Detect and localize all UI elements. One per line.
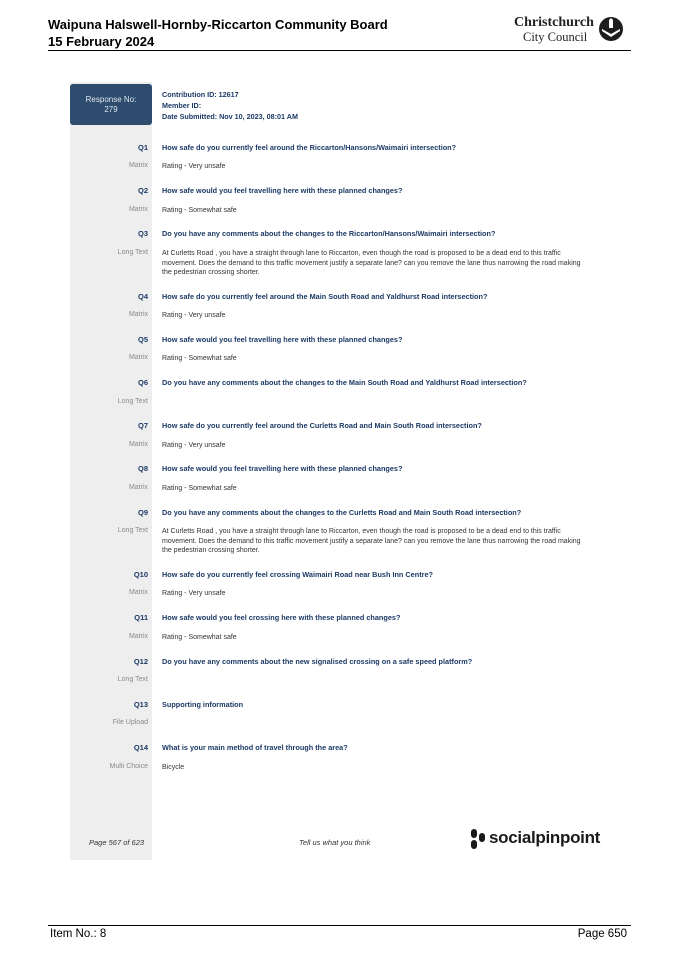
question-number: Q5 xyxy=(137,335,148,344)
question-answer: Rating - Very unsafe xyxy=(162,590,226,597)
question-text: How safe would you feel travelling here with these planned changes? xyxy=(162,464,403,473)
question-type: Matrix xyxy=(128,311,148,318)
question-answer: Rating - Somewhat safe xyxy=(162,485,237,492)
question-answer: Rating - Somewhat safe xyxy=(162,207,237,214)
question-number: Q12 xyxy=(133,657,148,666)
question-number: Q2 xyxy=(137,186,148,195)
question-type: Long Text xyxy=(117,527,148,534)
question-number: Q10 xyxy=(133,570,148,579)
member-id: Member ID: xyxy=(162,101,202,110)
question-number: Q13 xyxy=(133,700,148,709)
question-type: File Upload xyxy=(112,719,148,726)
question-number: Q7 xyxy=(137,421,148,430)
question-text: Do you have any comments about the changes to the Curletts Road and Main South Road intersection? xyxy=(162,508,522,517)
question-text: How safe do you currently feel around the Main South Road and Yaldhurst Road intersection? xyxy=(162,292,488,301)
question-text: How safe would you feel travelling here with these planned changes? xyxy=(162,186,403,195)
question-type: Matrix xyxy=(128,162,148,169)
question-number: Q1 xyxy=(137,143,148,152)
question-type: Multi Choice xyxy=(109,763,148,770)
question-text: Supporting information xyxy=(162,700,244,709)
question-text: Do you have any comments about the changes to the Riccarton/Hansons/Waimairi intersection? xyxy=(162,229,496,238)
council-logo xyxy=(510,14,628,46)
question-text: Do you have any comments about the changes to the Main South Road and Yaldhurst Road intersection? xyxy=(162,378,527,387)
question-answer: Rating - Very unsafe xyxy=(162,312,226,319)
question-type: Long Text xyxy=(117,249,148,256)
question-number: Q11 xyxy=(134,613,148,622)
question-text: How safe do you currently feel around the Riccarton/Hansons/Waimairi intersection? xyxy=(162,143,457,152)
question-type: Matrix xyxy=(128,354,148,361)
question-answer: Bicycle xyxy=(162,764,185,771)
question-answer: At Curletts Road , you have a straight through lane to Riccarton, even though the road is proposed to be a dead end to this traffic movement. Does the demand to this traffic movement justify a separate lane? can you remove the lane thus narrowing the road making the pedestrian crossing shorter. xyxy=(162,250,581,276)
question-number: Q14 xyxy=(133,743,148,752)
question-text: Do you have any comments about the new signalised crossing on a safe speed platform? xyxy=(162,657,473,666)
question-text: How safe would you feel crossing here with these planned changes? xyxy=(162,613,401,622)
question-type: Matrix xyxy=(128,589,148,596)
question-type: Matrix xyxy=(128,206,148,213)
question-number: Q3 xyxy=(137,229,148,238)
question-text: How safe do you currently feel around the Curletts Road and Main South Road intersection? xyxy=(162,421,482,430)
question-type: Matrix xyxy=(128,633,148,640)
question-number: Q8 xyxy=(137,464,148,473)
footer-divider xyxy=(48,925,631,926)
question-answer: At Curletts Road , you have a straight through lane to Riccarton, even though the road is proposed to be a dead end to this traffic movement. Does the demand to this traffic movement justify a separate lane? can you remove the lane thus narrowing the road making the pedestrian crossing shorter. xyxy=(162,528,581,554)
question-text: How safe would you feel travelling here with these planned changes? xyxy=(162,335,403,344)
page-number: Page 650 xyxy=(577,928,627,940)
contribution-id: Contribution ID: 12617 xyxy=(162,90,239,99)
response-badge-number: 279 xyxy=(104,105,118,114)
question-text: What is your main method of travel through the area? xyxy=(162,743,348,752)
question-number: Q6 xyxy=(137,378,148,387)
question-number: Q4 xyxy=(137,292,148,301)
meeting-date: 15 February 2024 xyxy=(48,34,155,49)
question-answer: Rating - Somewhat safe xyxy=(162,355,237,362)
document-title xyxy=(48,16,388,50)
question-type: Long Text xyxy=(117,398,148,405)
question-type: Matrix xyxy=(128,441,148,448)
question-answer: Rating - Very unsafe xyxy=(162,163,226,170)
question-type: Matrix xyxy=(128,484,148,491)
meeting-name: Waipuna Halswell-Hornby-Riccarton Community Board xyxy=(48,17,388,32)
logo-text-line1: Christchurch xyxy=(514,15,594,30)
socialpinpoint-wordmark: socialpinpoint xyxy=(489,828,601,847)
item-number: Item No.: 8 xyxy=(50,928,107,940)
page-counter: Page 567 of 623 xyxy=(89,838,145,847)
response-meta xyxy=(162,89,298,122)
date-submitted: Date Submitted: Nov 10, 2023, 08:01 AM xyxy=(162,112,298,121)
response-badge xyxy=(70,84,152,125)
footer-tagline: Tell us what you think xyxy=(299,838,371,847)
response-badge-label: Response No: xyxy=(85,95,137,104)
logo-text-line2: City Council xyxy=(523,30,588,44)
question-number: Q9 xyxy=(137,508,148,517)
question-answer: Rating - Somewhat safe xyxy=(162,634,237,641)
question-text: How safe do you currently feel crossing Waimairi Road near Bush Inn Centre? xyxy=(162,570,433,579)
header-divider xyxy=(48,50,631,51)
pinpoint-icon xyxy=(470,828,486,850)
question-answer: Rating - Very unsafe xyxy=(162,442,226,449)
council-emblem-icon xyxy=(598,16,624,42)
question-type: Long Text xyxy=(117,676,148,683)
